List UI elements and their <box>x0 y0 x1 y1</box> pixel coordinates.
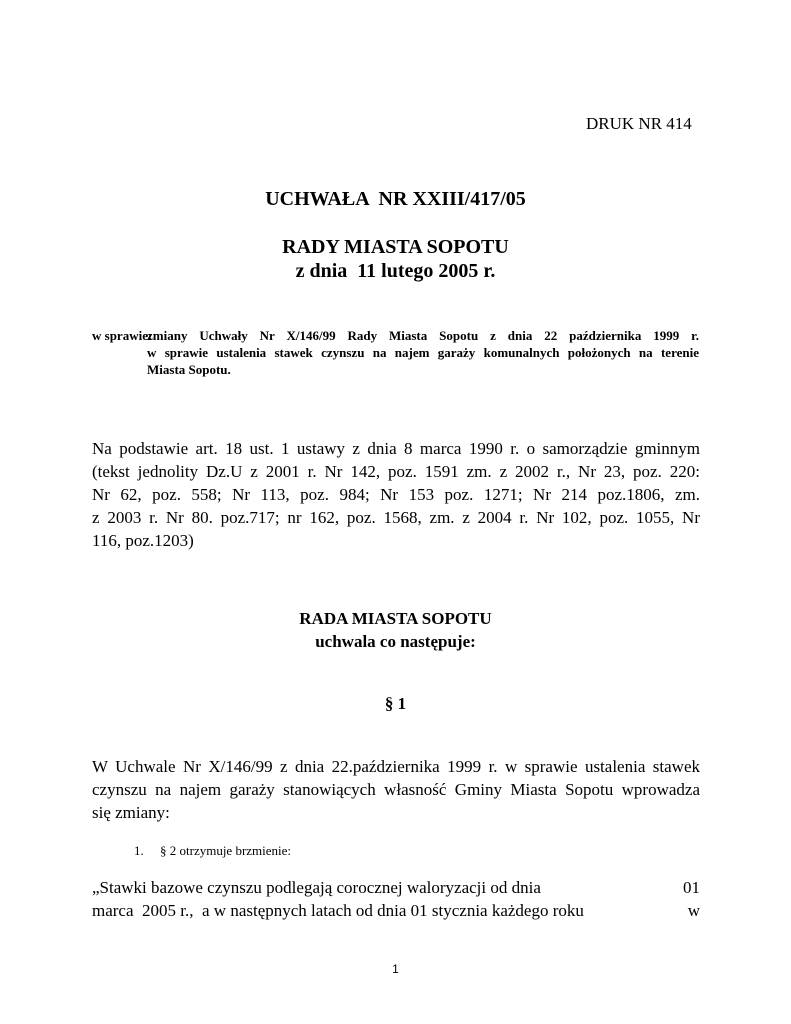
legal-basis-line: (tekst jednolity Dz.U z 2001 r. Nr 142, poz. 1591 zm. z 2002 r., Nr 23, poz. 220: <box>92 462 700 481</box>
section-body-line: czynszu na najem garaży stanowiących własność Gminy Miasta Sopotu wprowadza <box>92 780 700 799</box>
council-resolves: uchwala co następuje: <box>315 632 476 651</box>
quote-line-2 <box>92 901 700 921</box>
quote-line-2-end: w <box>687 901 700 920</box>
legal-basis-line: Na podstawie art. 18 ust. 1 ustawy z dnia 8 marca 1990 r. o samorządzie gminnym <box>92 439 700 458</box>
subject-line-3: Miasta Sopotu. <box>147 362 231 377</box>
quote-line-2-text: marca 2005 r., a w następnych latach od dnia 01 stycznia każdego roku <box>92 901 584 920</box>
section-body-line: W Uchwale Nr X/146/99 z dnia 22.października 1999 r. w sprawie ustalenia stawek <box>92 757 700 776</box>
page-number: 1 <box>392 962 399 976</box>
legal-basis-line: z 2003 r. Nr 80. poz.717; nr 162, poz. 1568, zm. z 2004 r. Nr 102, poz. 1055, Nr <box>92 508 700 527</box>
legal-basis-line: Nr 62, poz. 558; Nr 113, poz. 984; Nr 153 poz. 1271; Nr 214 poz.1806, zm. <box>92 485 700 504</box>
section-mark: § 1 <box>384 694 407 713</box>
quote-line-1 <box>92 878 700 898</box>
legal-basis-line: 116, poz.1203) <box>92 531 194 550</box>
list-item-text: § 2 otrzymuje brzmienie: <box>160 843 292 858</box>
section-body-line: się zmiany: <box>92 803 170 822</box>
quote-line-1-text: „Stawki bazowe czynszu podlegają corocznej waloryzacji od dnia <box>92 878 541 897</box>
council-title: RADY MIASTA SOPOTU <box>282 236 509 258</box>
council-name: RADA MIASTA SOPOTU <box>299 609 492 628</box>
subject-line-2: w sprawie ustalenia stawek czynszu na najem garaży komunalnych położonych na terenie <box>147 345 699 360</box>
subject-label: w sprawie: <box>92 328 153 343</box>
list-item-number: 1. <box>134 843 144 858</box>
quote-line-1-end: 01 <box>683 878 700 897</box>
print-number: DRUK NR 414 <box>586 114 692 133</box>
resolution-title: UCHWAŁA NR XXIII/417/05 <box>265 188 526 210</box>
subject-line-1: zmiany Uchwały Nr X/146/99 Rady Miasta Sopotu z dnia 22 października 1999 r. <box>147 328 699 343</box>
resolution-date: z dnia 11 lutego 2005 r. <box>295 260 496 282</box>
